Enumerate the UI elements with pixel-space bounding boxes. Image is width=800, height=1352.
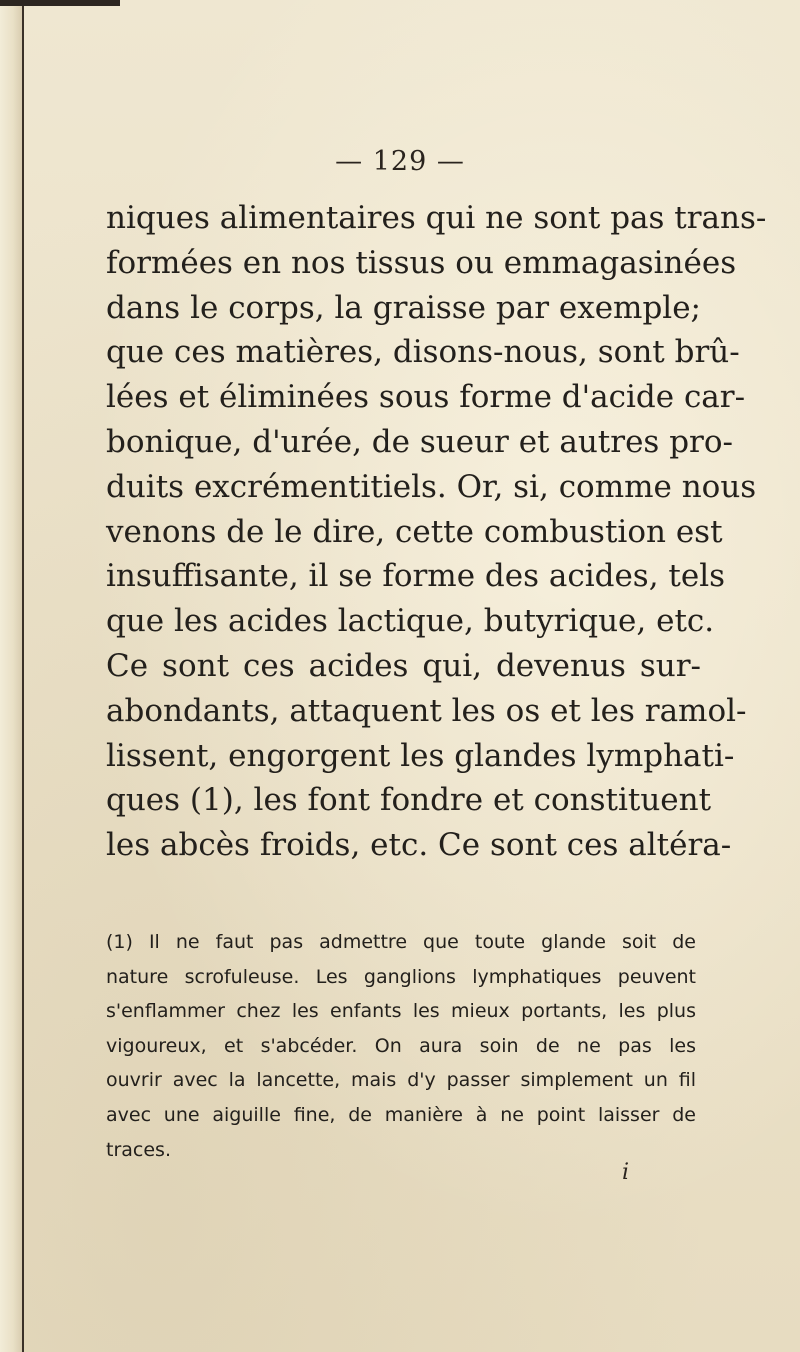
footnote-line: avec une aiguille fine, de manière à ne point laisser de — [106, 1103, 696, 1126]
body-line: ques (1), les font fondre et constituent — [106, 782, 712, 819]
body-line: abondants, attaquent les os et les ramol- — [106, 692, 747, 729]
footnote-line: vigoureux, et s'abcéder. On aura soin de ne pas les — [106, 1034, 696, 1057]
body-line: lissent, engorgent les glandes lymphati- — [106, 737, 735, 774]
footnote-line: ouvrir avec la lancette, mais d'y passer simplement un fil — [106, 1069, 696, 1092]
footnote-line: (1) Il ne faut pas admettre que toute glande soit de — [106, 931, 696, 953]
body-line: que ces matières, disons-nous, sont brû- — [106, 334, 740, 371]
body-line: insuffisante, il se forme des acides, tels — [106, 558, 726, 595]
body-line: venons de le dire, cette combustion est — [106, 513, 723, 550]
body-line: bonique, d'urée, de sueur et autres pro- — [106, 423, 733, 460]
body-line: Ce sont ces acides qui, devenus sur- — [106, 647, 701, 684]
body-text — [106, 196, 767, 868]
signature-mark: i — [622, 1160, 630, 1185]
body-line: dans le corps, la graisse par exemple; — [106, 289, 701, 326]
footnote — [106, 925, 696, 1167]
book-spine — [0, 0, 24, 1352]
footnote-line: nature scrofuleuse. Les ganglions lymphatiques peuvent — [106, 965, 696, 988]
body-line: que les acides lactique, butyrique, etc. — [106, 603, 715, 640]
body-line: formées en nos tissus ou emmagasinées — [106, 244, 737, 281]
footnote-line: traces. — [106, 1138, 171, 1161]
binding-edge — [0, 0, 120, 6]
body-line: duits excrémentitiels. Or, si, comme nous — [106, 468, 757, 505]
body-line: niques alimentaires qui ne sont pas trans- — [106, 200, 767, 236]
body-line: lées et éliminées sous forme d'acide car- — [106, 379, 746, 416]
footnote-line: s'enflammer chez les enfants les mieux portants, les plus — [106, 1000, 696, 1023]
body-line: les abcès froids, etc. Ce sont ces altéra- — [106, 827, 732, 864]
page-number: — 129 — — [335, 146, 465, 177]
